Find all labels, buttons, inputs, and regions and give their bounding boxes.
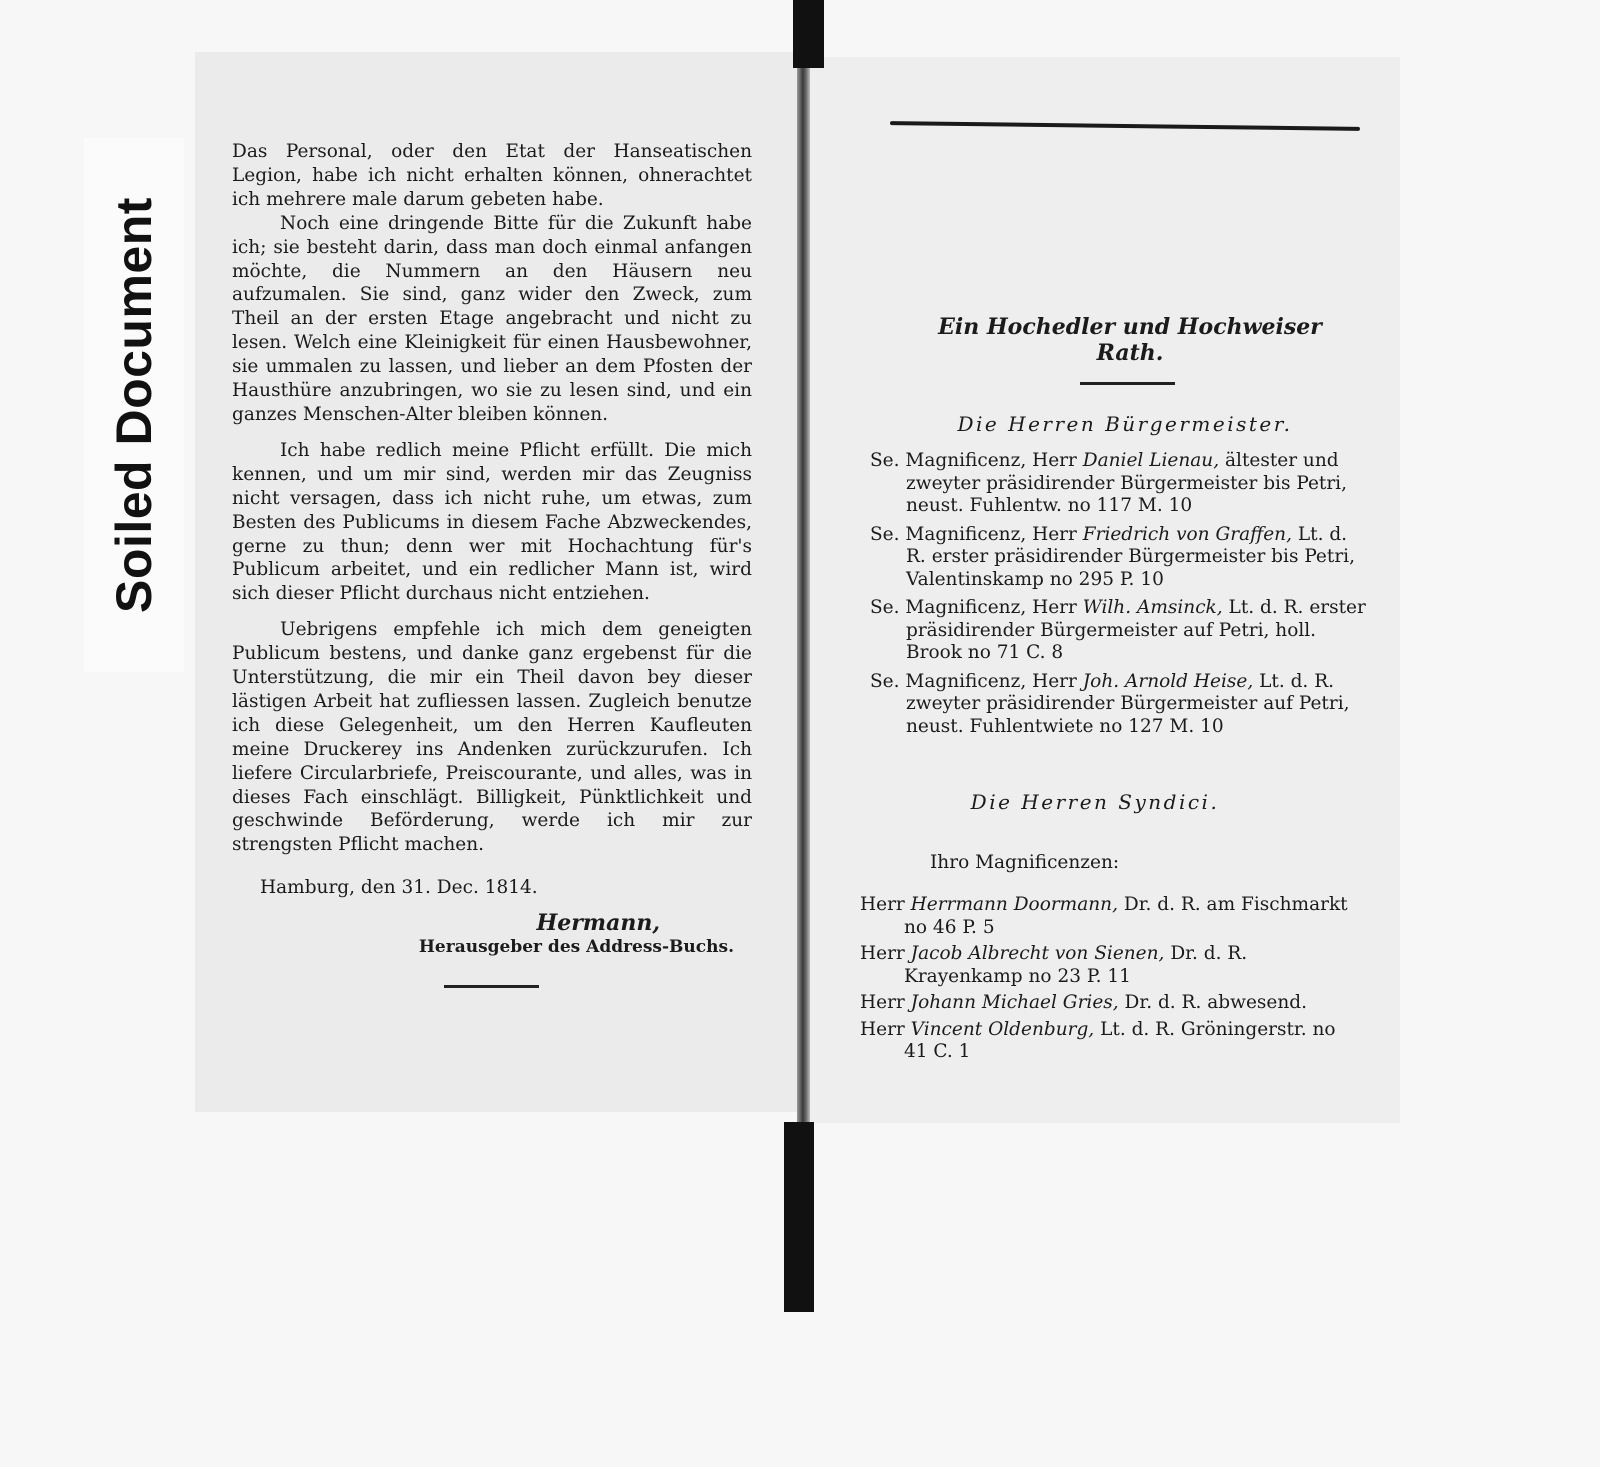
entry-prefix: Herr <box>860 992 905 1013</box>
signature-name: Hermann, <box>536 910 660 937</box>
entry-details: ältester und zweyter präsidirender Bürgermeister bis Petri, neust. Fuhlentw. no 117 M. 10 <box>906 450 1347 516</box>
paragraph: Uebrigens empfehle ich mich dem geneigten Publicum bestens, und danke ganz ergebenst für die Unterstützung, die mir ein Theil davon bey dieser lästigen Arbeit hat zufliessen lassen. Zugleich benutze ich diese Gelegenheit, um den Herren Kaufleuten meine Druckerey ins Andenken zurückzurufen. Ich liefere Circularbriefe, Preiscourante, und alles, was in dieses Fach einschlägt. Billigkeit, Pünktlichkeit und geschwinde Beförderung, werde ich mir zur strengsten Pflicht machen. <box>232 619 752 856</box>
signature-role: Herausgeber des Address-Buchs. <box>418 937 734 958</box>
entry-name: Herrmann Doormann, <box>910 894 1118 915</box>
closing-rule <box>444 985 539 988</box>
mayors-heading: Die Herren Bürgermeister. <box>957 412 1293 436</box>
list-item <box>860 992 1360 1015</box>
entry-details: Lt. d. R. erster präsidirender Bürgermeister bis Petri, Valentinskamp no 295 P. 10 <box>906 523 1355 590</box>
entry-name: Friedrich von Graffen, <box>1082 523 1292 545</box>
entry-name: Wilh. Amsinck, <box>1082 597 1223 618</box>
entry-prefix: Se. Magnificenz, Herr <box>870 523 1077 545</box>
magnificenzen-label: Ihro Magnificenzen: <box>930 852 1120 873</box>
list-item <box>870 671 1370 739</box>
entry-prefix: Se. Magnificenz, Herr <box>870 670 1077 692</box>
syndici-list <box>860 894 1360 1068</box>
entry-details: Dr. d. R. Krayenkamp no 23 P. 11 <box>904 943 1248 987</box>
list-item <box>860 894 1360 939</box>
entry-name: Johann Michael Gries, <box>910 992 1119 1013</box>
mayors-list <box>870 450 1370 744</box>
bottom-binding-tab <box>784 1122 814 1312</box>
syndici-heading: Die Herren Syndici. <box>970 790 1220 814</box>
entry-prefix: Se. Magnificenz, Herr <box>870 450 1077 471</box>
soiled-document-stamp: Soiled Document <box>106 197 162 613</box>
council-title: Ein Hochedler und Hochweiser Rath. <box>938 314 1322 366</box>
entry-details: Dr. d. R. am Fischmarkt no 46 P. 5 <box>904 894 1348 938</box>
list-item <box>860 943 1360 988</box>
entry-prefix: Herr <box>860 1018 905 1040</box>
entry-details: Lt. d. R. Gröningerstr. no 41 C. 1 <box>904 1018 1336 1062</box>
title-rule <box>1080 382 1175 385</box>
entry-name: Joh. Arnold Heise, <box>1082 670 1254 692</box>
entry-details: Lt. d. R. zweyter präsidirender Bürgermeister auf Petri, neust. Fuhlentwiete no 127 M. 10 <box>906 670 1350 737</box>
entry-details: Dr. d. R. abwesend. <box>1124 992 1307 1013</box>
entry-details: Lt. d. R. erster präsidirender Bürgermeister auf Petri, holl. Brook no 71 C. 8 <box>906 597 1366 663</box>
entry-name: Vincent Oldenburg, <box>910 1018 1095 1040</box>
entry-prefix: Herr <box>860 894 905 915</box>
entry-name: Daniel Lienau, <box>1082 450 1220 471</box>
list-item <box>870 597 1370 665</box>
list-item <box>870 450 1370 518</box>
entry-name: Jacob Albrecht von Sienen, <box>910 943 1165 964</box>
entry-prefix: Herr <box>860 943 905 964</box>
date-line: Hamburg, den 31. Dec. 1814. <box>260 877 538 899</box>
list-item <box>860 1019 1360 1064</box>
paragraph: Das Personal, oder den Etat der Hanseatischen Legion, habe ich nicht erhalten können, ohnerachtet ich mehrere male darum gebeten habe. <box>232 141 752 210</box>
paragraph: Ich habe redlich meine Pflicht erfüllt. Die mich kennen, und um mir sind, werden mir das Zeugniss nicht versagen, dass ich nicht ruhe, um etwas, zum Besten des Publicums in diesem Fache Abzweckendes, gerne zu thun; denn wer mit Hochachtung für's Publicum arbeitet, und ein redlicher Mann ist, wird sich dieser Pflicht durchaus nicht entziehen. <box>232 439 752 605</box>
entry-prefix: Se. Magnificenz, Herr <box>870 597 1077 618</box>
book-gutter <box>797 52 810 1122</box>
left-page-text <box>232 140 752 988</box>
list-item <box>870 524 1370 592</box>
paragraph: Noch eine dringende Bitte für die Zukunft habe ich; sie besteht darin, dass man doch einmal anfangen möchte, die Nummern an den Häusern neu aufzumalen. Sie sind, ganz wider den Zweck, zum Theil an der ersten Etage angebracht und nicht zu lesen. Welch eine Kleinigkeit für einen Hausbewohner, sie ummalen zu lassen, und lieber an dem Pfosten der Hausthüre anzubringen, wo sie zu lesen sind, und ein ganzes Menschen-Alter bleiben können. <box>232 212 752 425</box>
top-binding-tab <box>793 0 824 68</box>
